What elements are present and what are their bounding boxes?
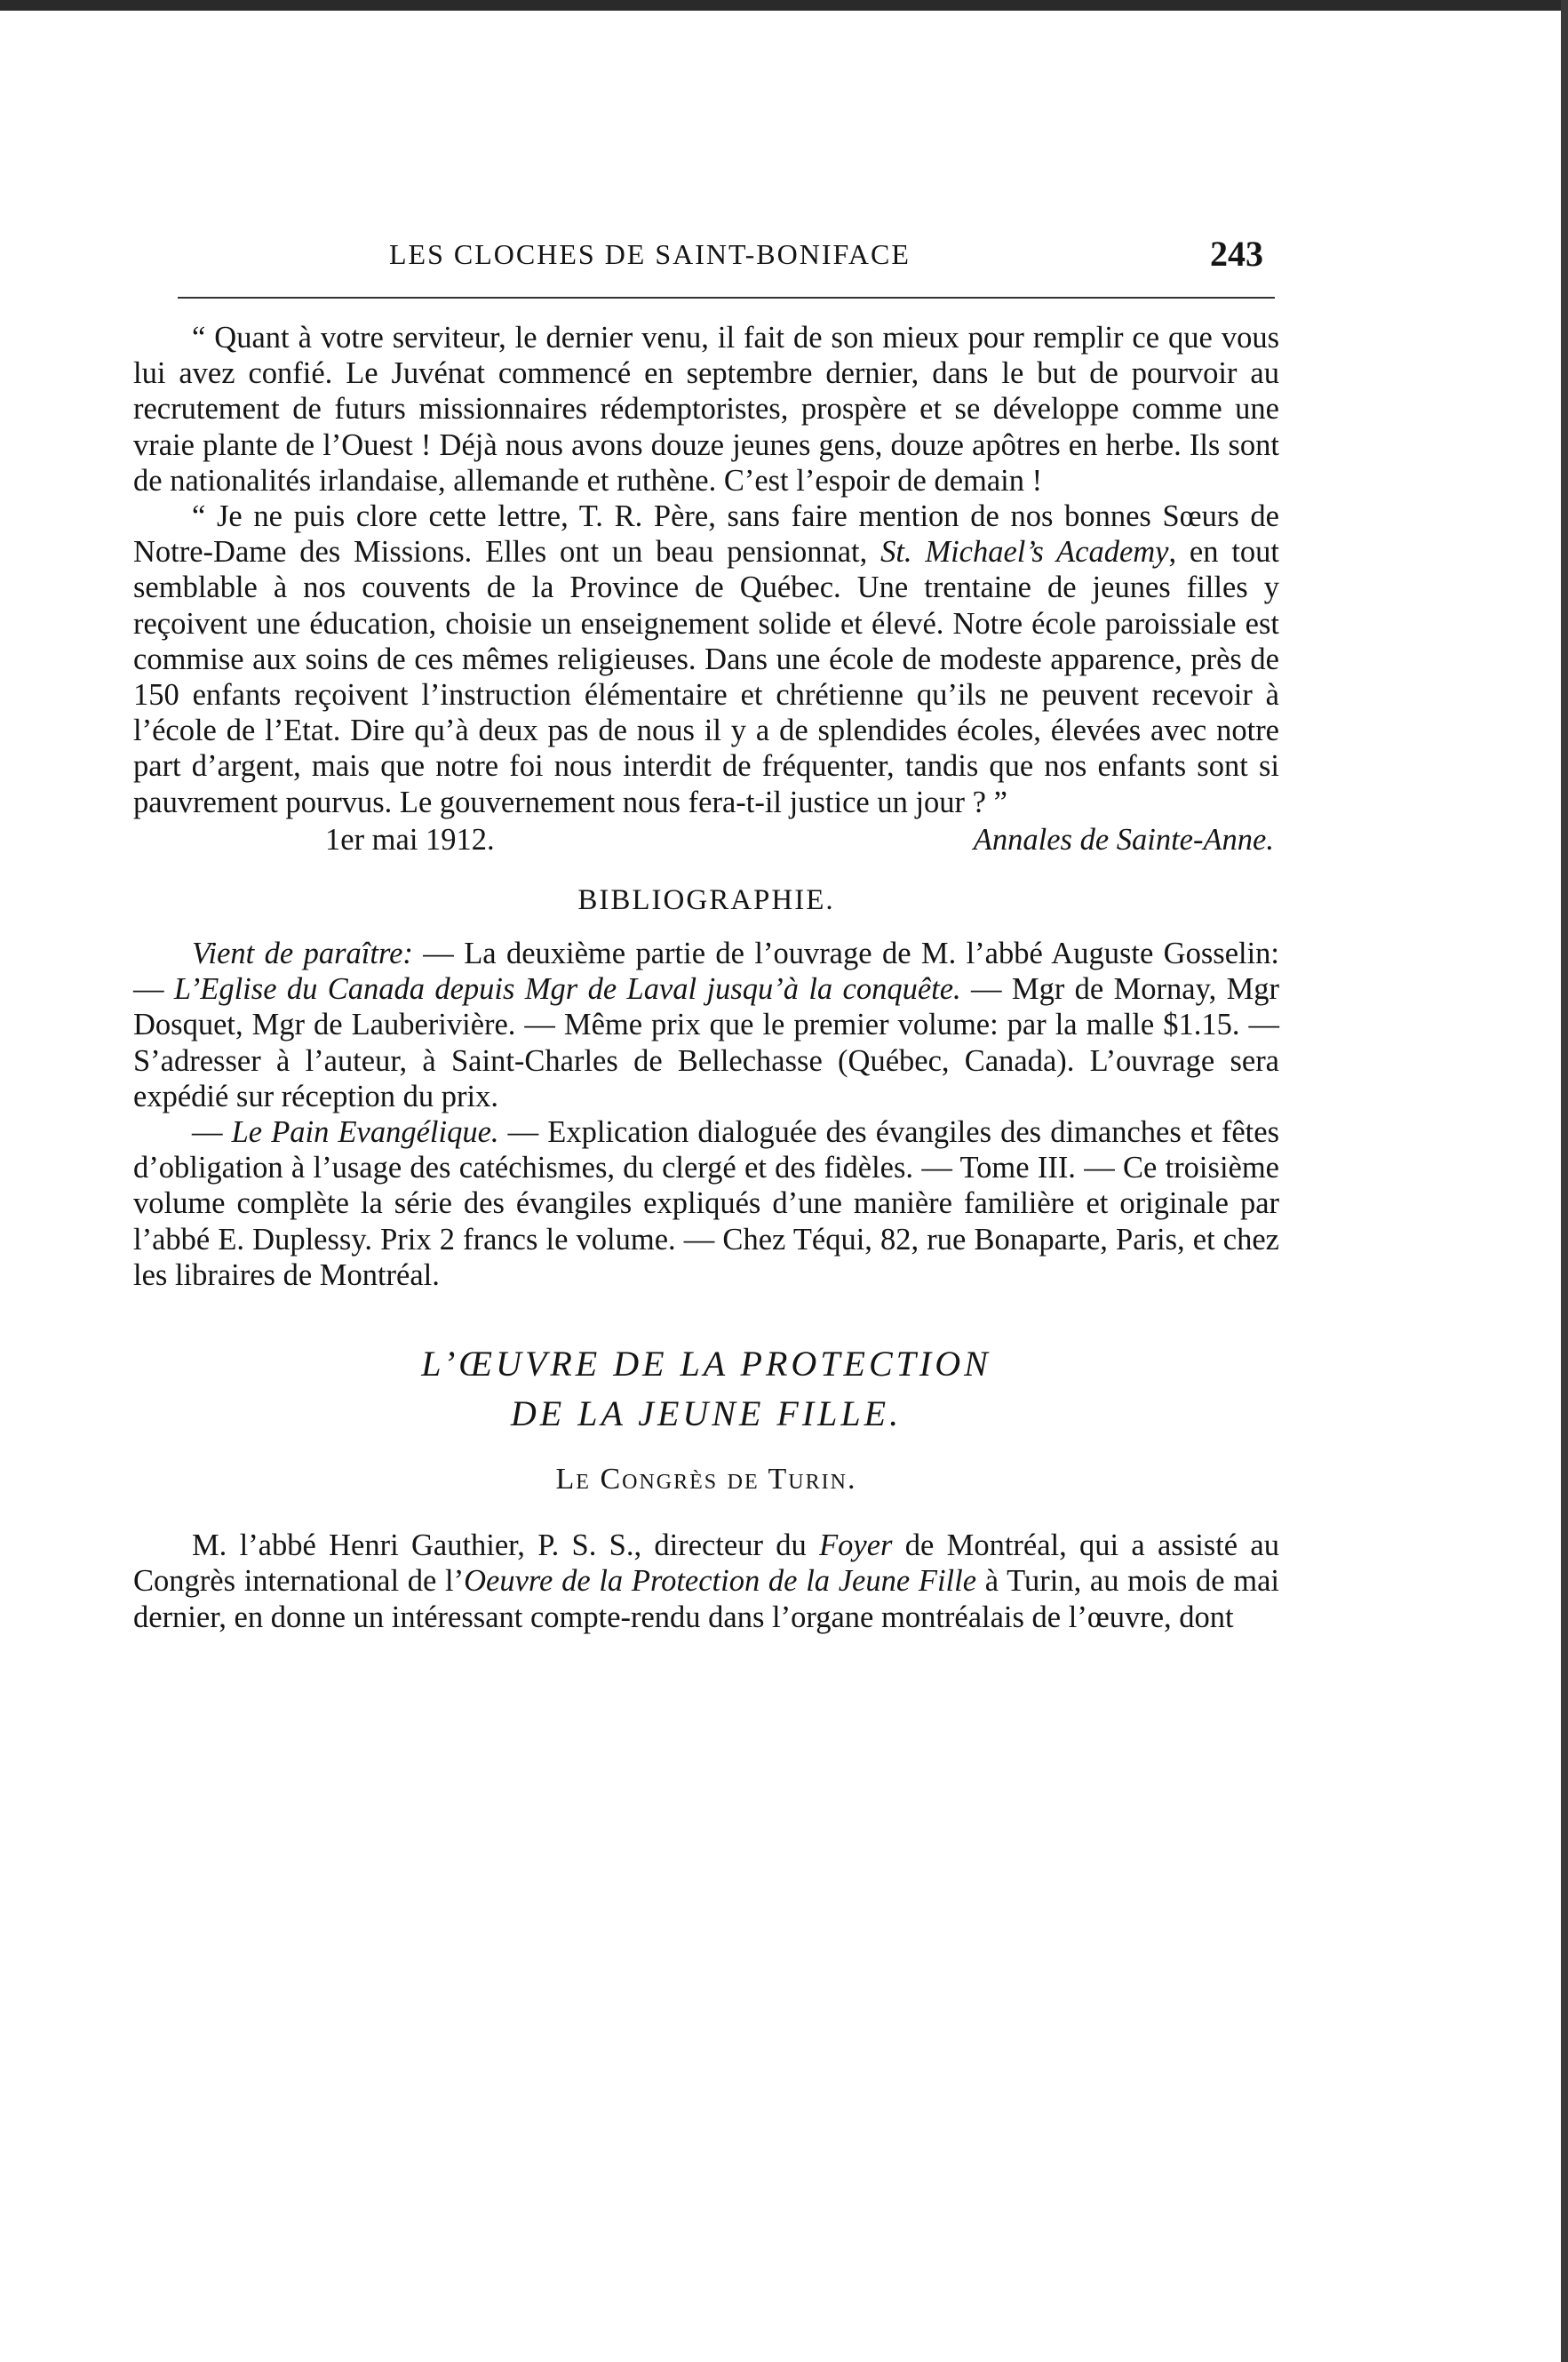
header-rule [178, 297, 1275, 299]
academy-name: St. Michael’s Academy [880, 535, 1169, 570]
bibliography-work-title-1: L’Eglise du Canada depuis Mgr de Laval jusqu’à la conquête. [173, 972, 961, 1007]
bibliography-work-title-2: Le Pain Evangélique. [231, 1115, 499, 1150]
bibliography-p1-text-b: — Mgr de Mornay, Mgr Dosquet, Mgr de Lauberivière. — Même prix que le premier volume: par la malle $1.15. — S’adresser à l’auteur, à Saint-Charles de Bellechasse (Québec, Canada). L’ouvrage sera expédié sur réception du prix. [133, 972, 1279, 1113]
oeuvre-heading-line-2: DE LA JEUNE FILLE. [510, 1393, 903, 1434]
letter-paragraph-2 [133, 499, 1279, 820]
oeuvre-paragraph-1 [133, 1528, 1279, 1635]
running-header [133, 233, 1279, 286]
bibliography-p1-text-a: — La deuxième partie de l’ouvrage de M. l’abbé Auguste Gosselin: — [133, 937, 1280, 1007]
oeuvre-subheading: Le Congrès de Turin. [555, 1463, 857, 1496]
oeuvre-heading-line-1: L’ŒUVRE DE LA PROTECTION [421, 1344, 991, 1384]
letter-date: 1er mai 1912. [325, 822, 495, 857]
letter-signature-line [133, 822, 1279, 861]
bibliography-title: BIBLIOGRAPHIE. [577, 883, 835, 916]
bibliography-label: Vient de paraître: [192, 937, 413, 971]
top-scan-border [0, 0, 1568, 11]
oeuvre-p1-text-a: M. l’abbé Henri Gauthier, P. S. S., directeur du [192, 1528, 820, 1563]
right-scan-border [1561, 0, 1568, 2362]
oeuvre-p1-text-b: de Montréal, qui a assisté au Congrès international de l’ [133, 1528, 1279, 1599]
letter-p2-text-a: “ Je ne puis clore cette lettre, T. R. Père, sans faire mention de nos bonnes Sœurs de Notre-Dame des Missions. Elles ont un beau pensionnat, [133, 499, 1279, 570]
letter-p2-text-b: , en tout semblable à nos couvents de la Province de Québec. Une trentaine de jeunes filles y reçoivent une éducation, choisie un enseignement solide et élevé. Notre école paroissiale est commise aux soins de ces mêmes religieuses. Dans une école de modeste apparence, près de 150 enfants reçoivent l’instruction élémentaire et chrétienne qu’ils ne peuvent recevoir à l’école de l’Etat. Dire qu’à deux pas de nous il y a de splendides écoles, élevées avec notre part d’argent, mais que notre foi nous interdit de fréquenter, tandis que nos enfants sont si pauvrement pourvus. Le gouvernement nous fera-t-il justice un jour ? ” [133, 535, 1279, 819]
running-title: LES CLOCHES DE SAINT-BONIFACE [389, 238, 911, 270]
page-body [133, 320, 1279, 1635]
bibliography-paragraph-1 [133, 936, 1279, 1114]
bibliography-p2-text: — Explication dialoguée des évangiles des dimanches et fêtes d’obligation à l’usage des catéchismes, du clergé et des fidèles. — Tome III. — Ce troisième volume complète la série des évangiles expliqués d’une manière familière et originale par l’abbé E. Duplessy. Prix 2 francs le volume. — Chez Téqui, 82, rue Bonaparte, Paris, et chez les libraires de Montréal. [133, 1115, 1279, 1292]
foyer-name: Foyer [819, 1528, 893, 1563]
page-number: 243 [1210, 234, 1263, 274]
bibliography-p2-lead: — [192, 1115, 232, 1150]
letter-p1-text: “ Quant à votre serviteur, le dernier venu, il fait de son mieux pour remplir ce que vous lui avez confié. Le Juvénat commencé en septembre dernier, dans le but de pourvoir au recrutement de futurs missionnaires rédemptoristes, prospère et se développe comme une vraie plante de l’Ouest ! Déjà nous avons douze jeunes gens, douze apôtres en herbe. Ils sont de nationalités irlandaise, allemande et ruthène. C’est l’espoir de demain ! [133, 321, 1279, 498]
oeuvre-p1-text-c: à Turin, au mois de mai dernier, en donne un intéressant compte-rendu dans l’organe montréalais de l’œuvre, dont [133, 1564, 1279, 1634]
bibliography-paragraph-2 [133, 1114, 1279, 1293]
letter-paragraph-1 [133, 320, 1279, 499]
letter-source: Annales de Sainte-Anne. [973, 822, 1274, 857]
oeuvre-work-title: Oeuvre de la Protection de la Jeune Fille [464, 1564, 977, 1599]
